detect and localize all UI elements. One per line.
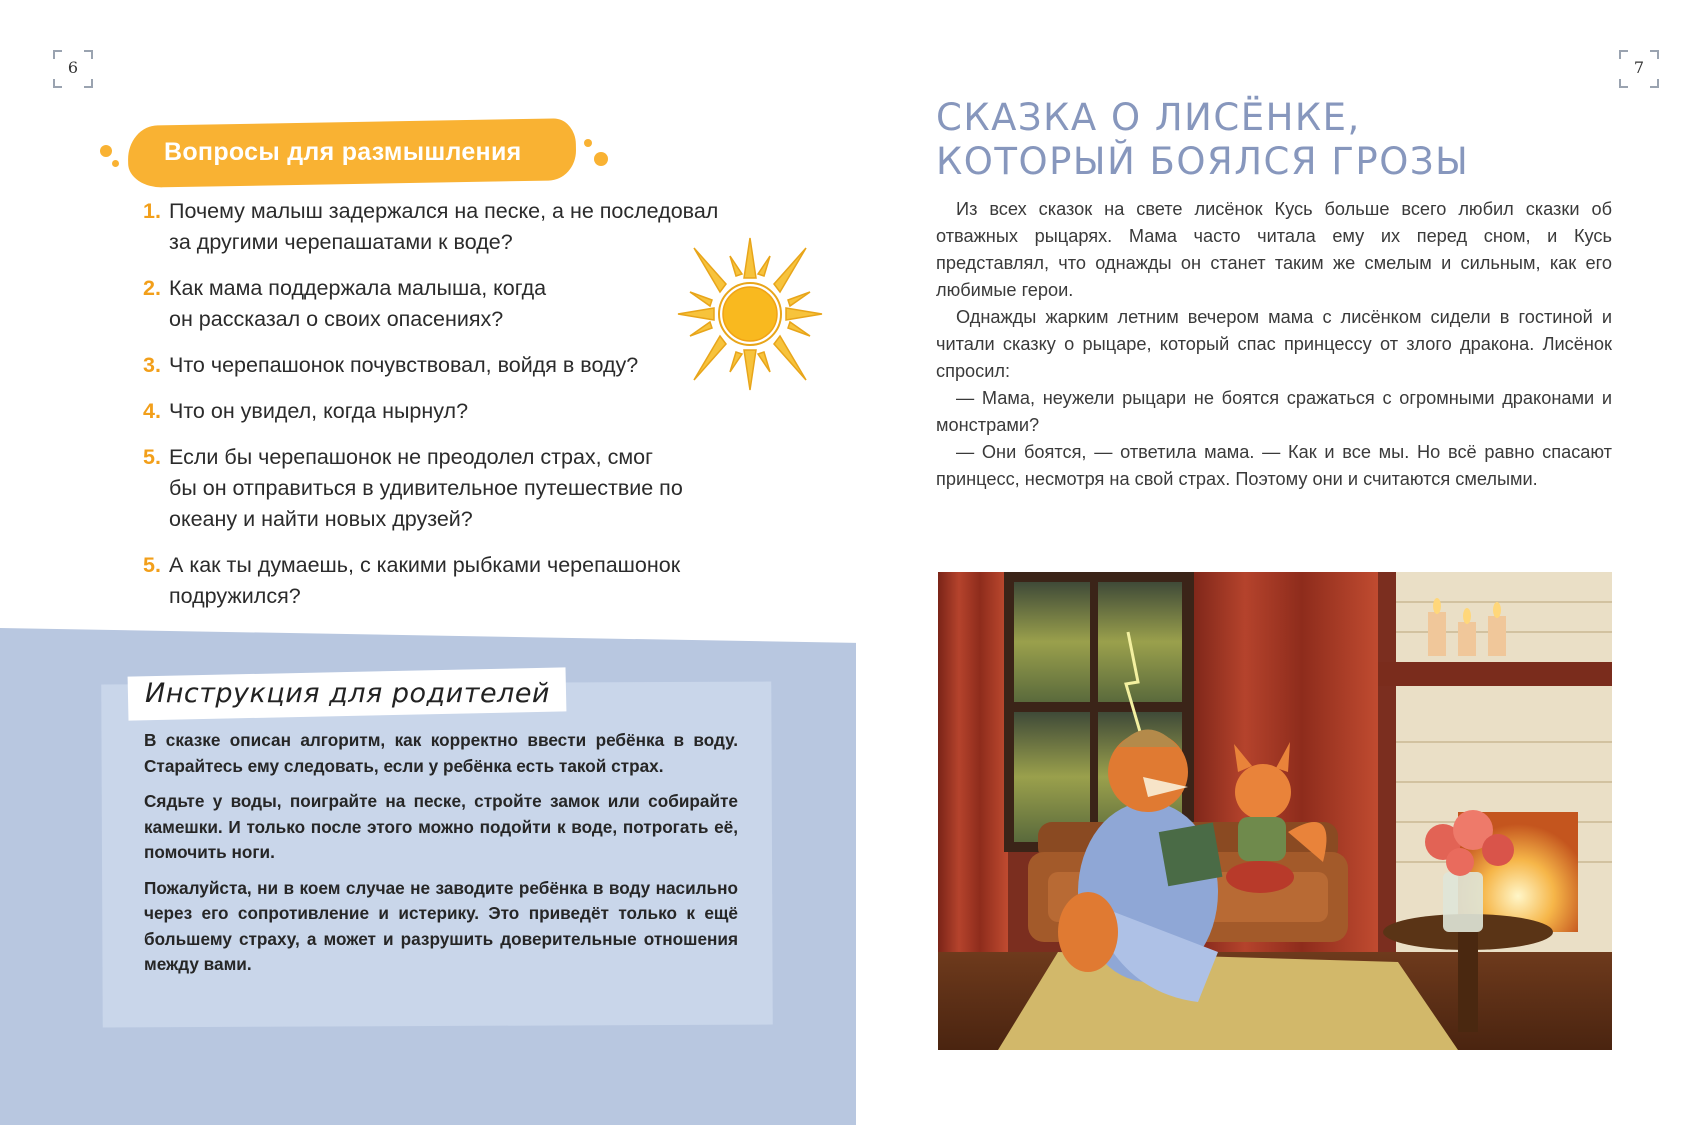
question-number: 5.	[143, 445, 161, 469]
questions-header	[98, 120, 618, 190]
question-text: Как мама поддержала малыша, когда он рассказал о своих опасениях?	[169, 276, 547, 331]
question-number: 4.	[143, 399, 161, 423]
question-item	[143, 350, 703, 381]
story-title-line: КОТОРЫЙ БОЯЛСЯ ГРОЗЫ	[936, 140, 1470, 183]
question-text: Что он увидел, когда нырнул?	[169, 399, 469, 423]
story-paragraph: Однажды жарким летним вечером мама с лисёнком сидели в гостиной и читали сказку о рыцаре, который спас принцессу от злого дракона. Лисёнок спросил:	[936, 307, 1612, 381]
question-item	[143, 196, 743, 258]
question-number: 3.	[143, 353, 161, 377]
instructions-paragraph: В сказке описан алгоритм, как корректно ввести ребёнка в воду. Старайтесь ему следовать, если у ребёнка есть такой страх.	[144, 730, 738, 776]
question-text: Если бы черепашонок не преодолел страх, смог бы он отправиться в удивительное путешествие по океану и найти новых друзей?	[169, 445, 683, 531]
story-paragraph: Из всех сказок на свете лисёнок Кусь больше всего любил сказки об отважных рыцарях. Мама часто читала ему их перед сном, и Кусь представлял, что однажды он станет таким же смелым и сильным, как его любимые герои.	[936, 199, 1612, 300]
decor-dot	[100, 145, 112, 157]
story-title	[936, 96, 1469, 184]
story-paragraph: — Они боятся, — ответила мама. — Как и все мы. Но всё равно спасают принцесс, несмотря на свой страх. Поэтому они и считаются смелыми.	[936, 442, 1612, 489]
questions-list	[143, 196, 763, 627]
questions-title: Вопросы для размышления	[164, 138, 522, 166]
question-number: 5.	[143, 553, 161, 577]
decor-dot	[112, 160, 119, 167]
story-title-line: СКАЗКА О ЛИСЁНКЕ,	[936, 96, 1361, 139]
story-paragraph: — Мама, неужели рыцари не боятся сражаться с огромными драконами и монстрами?	[936, 388, 1612, 435]
story-illustration	[938, 572, 1612, 1050]
story-text	[936, 196, 1612, 493]
decor-dot	[594, 152, 608, 166]
page-number-left	[53, 50, 93, 88]
instructions-text	[144, 728, 738, 988]
page-number-text: 7	[1633, 58, 1645, 77]
question-item	[143, 396, 703, 427]
instructions-paragraph: Пожалуйста, ни в коем случае не заводите ребёнка в воду насильно через его сопротивление и истерику. Это приведёт только к ещё большему страху, а может и разрушить доверительные отношения между вами.	[144, 877, 738, 974]
decor-dot	[584, 139, 592, 147]
sun-icon	[676, 236, 824, 391]
question-number: 1.	[143, 199, 161, 223]
page-number-text: 6	[67, 58, 79, 77]
question-text: Что черепашонок почувствовал, войдя в воду?	[169, 353, 639, 377]
question-item	[143, 273, 573, 335]
question-item	[143, 442, 683, 535]
instructions-paragraph: Сядьте у воды, поиграйте на песке, стройте замок или собирайте камешки. И только после этого можно подойти к воде, потрогать её, помочить ноги.	[144, 791, 738, 862]
question-text: А как ты думаешь, с какими рыбками черепашонок подружился?	[169, 553, 681, 608]
question-text: Почему малыш задержался на песке, а не последовал за другими черепашатами к воде?	[169, 199, 719, 254]
question-item	[143, 550, 733, 612]
question-number: 2.	[143, 276, 161, 300]
page-number-right	[1619, 50, 1659, 88]
instructions-title: Инструкция для родителей	[145, 678, 550, 709]
